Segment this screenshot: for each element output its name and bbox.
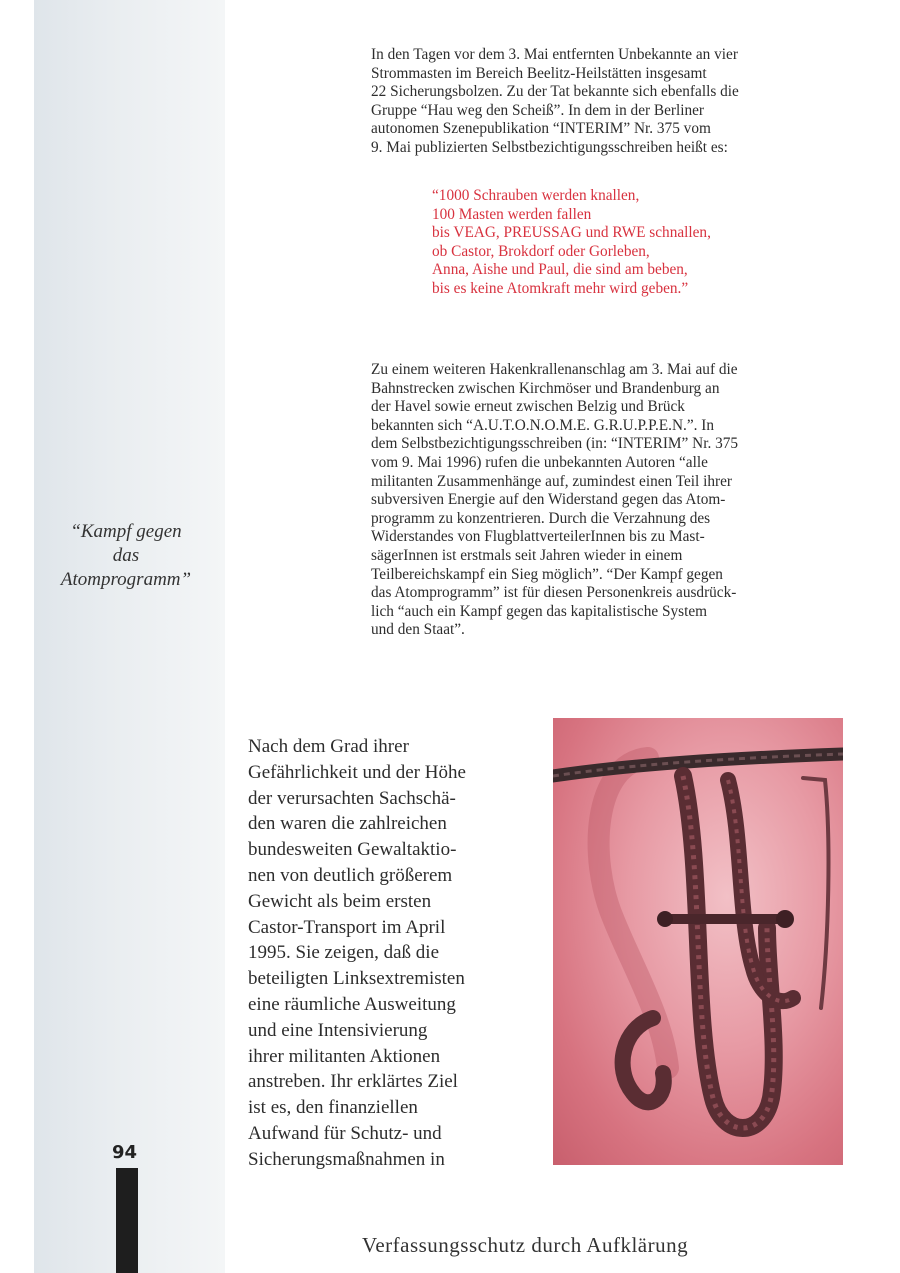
text-line: Gewicht als beim ersten bbox=[248, 890, 432, 912]
poem-line: bis VEAG, PREUSSAG und RWE schnallen, bbox=[432, 224, 711, 242]
sidebar-pull-quote bbox=[40, 520, 212, 592]
text-line: 1995. Sie zeigen, daß die bbox=[248, 942, 440, 964]
text-line: bekannten sich “A.U.T.O.N.O.M.E. G.R.U.P.P.E.N.”. In bbox=[371, 416, 715, 434]
pull-quote-line: das bbox=[112, 545, 140, 566]
page-number: 94 bbox=[112, 1142, 138, 1163]
poem-line: “1000 Schrauben werden knallen, bbox=[432, 187, 640, 204]
text-line: In den Tagen vor dem 3. Mai entfernten Unbekannte an vier bbox=[371, 46, 738, 63]
text-line: ihrer militanten Aktionen bbox=[248, 1045, 441, 1067]
text-line: und den Staat”. bbox=[371, 621, 465, 639]
text-line: Gruppe “Hau weg den Scheiß”. In dem in der Berliner bbox=[371, 101, 705, 119]
paragraph-large bbox=[248, 734, 518, 1173]
text-line: anstreben. Ihr erklärtes Ziel bbox=[248, 1071, 458, 1093]
text-line: Teilbereichskampf ein Sieg möglich”. “Der Kampf gegen bbox=[371, 565, 723, 583]
pull-quote-line: “Kampf gegen bbox=[70, 521, 182, 542]
hook-claw-photo bbox=[553, 718, 843, 1165]
sidebar-column bbox=[34, 0, 225, 1273]
page-margin-left bbox=[0, 0, 34, 1273]
text-line: dem Selbstbezichtigungsschreiben (in: “INTERIM” Nr. 375 bbox=[371, 435, 739, 453]
text-line: 9. Mai publizierten Selbstbezichtigungsschreiben heißt es: bbox=[371, 138, 728, 156]
text-line: subversiven Energie auf den Widerstand gegen das Atom- bbox=[371, 491, 726, 509]
red-poem-quote bbox=[432, 187, 832, 299]
text-line: der verursachten Sachschä- bbox=[248, 787, 456, 809]
pull-quote-line: Atomprogramm” bbox=[60, 569, 192, 590]
text-line: Gefährlichkeit und der Höhe bbox=[248, 761, 466, 783]
text-line: Zu einem weiteren Hakenkrallenanschlag am 3. Mai auf die bbox=[371, 361, 738, 378]
paragraph-hakenkrallen bbox=[371, 361, 847, 640]
text-line: nen von deutlich größerem bbox=[248, 864, 453, 886]
text-line: vom 9. Mai 1996) rufen die unbekannten Autoren “alle bbox=[371, 453, 708, 471]
text-line: beteiligten Linksextremisten bbox=[248, 968, 465, 990]
text-line: Castor-Transport im April bbox=[248, 916, 446, 938]
poem-line: ob Castor, Brokdorf oder Gorleben, bbox=[432, 242, 650, 260]
text-line: programm zu konzentrieren. Durch die Verzahnung des bbox=[371, 509, 711, 527]
text-line: den waren die zahlreichen bbox=[248, 813, 447, 835]
text-line: militanten Zusammenhänge auf, zumindest einen Teil ihrer bbox=[371, 472, 732, 490]
text-line: und eine Intensivierung bbox=[248, 1019, 428, 1041]
footer-title: Verfassungsschutz durch Aufklärung bbox=[362, 1233, 689, 1257]
poem-line: Anna, Aishe und Paul, die sind am beben, bbox=[432, 261, 688, 279]
text-line: eine räumliche Ausweitung bbox=[248, 993, 456, 1015]
text-line: Widerstandes von FlugblattverteilerInnen bis zu Mast- bbox=[371, 528, 705, 546]
text-line: Nach dem Grad ihrer bbox=[248, 736, 409, 757]
text-line: 22 Sicherungsbolzen. Zu der Tat bekannte sich ebenfalls die bbox=[371, 83, 739, 101]
text-line: Bahnstrecken zwischen Kirchmöser und Brandenburg an bbox=[371, 379, 720, 397]
text-line: ist es, den finanziellen bbox=[248, 1097, 418, 1119]
text-line: Sicherungsmaßnahmen in bbox=[248, 1148, 445, 1170]
poem-line: 100 Masten werden fallen bbox=[432, 205, 592, 223]
poem-line: bis es keine Atomkraft mehr wird geben.” bbox=[432, 279, 689, 297]
text-line: Strommasten im Bereich Beelitz-Heilstätten insgesamt bbox=[371, 64, 707, 82]
text-line: lich “auch ein Kampf gegen das kapitalistische System bbox=[371, 602, 708, 620]
text-line: Aufwand für Schutz- und bbox=[248, 1122, 442, 1144]
paragraph-intro bbox=[371, 46, 847, 158]
text-line: das Atomprogramm” ist für diesen Personenkreis ausdrück- bbox=[371, 584, 737, 602]
text-line: sägerInnen ist erstmals seit Jahren wieder in einem bbox=[371, 546, 683, 564]
text-line: der Havel sowie erneut zwischen Belzig und Brück bbox=[371, 398, 685, 416]
text-line: bundesweiten Gewaltaktio- bbox=[248, 839, 457, 861]
text-line: autonomen Szenepublikation “INTERIM” Nr. 375 vom bbox=[371, 120, 711, 138]
page-number-bar bbox=[116, 1168, 138, 1273]
